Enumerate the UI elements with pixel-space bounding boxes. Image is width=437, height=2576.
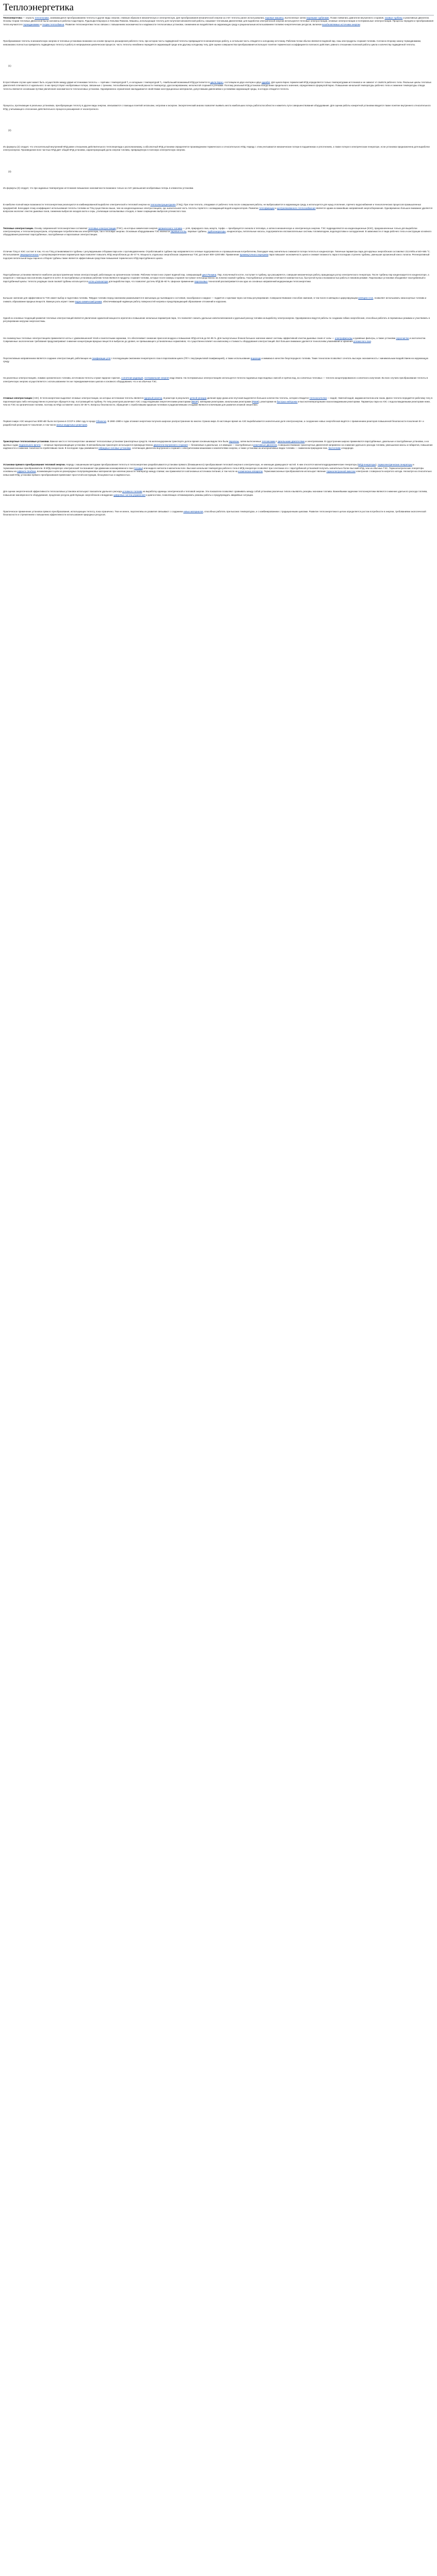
- wiki-link[interactable]: плазмы: [134, 466, 142, 469]
- paragraph-gap: [3, 500, 434, 510]
- wiki-link[interactable]: космических аппаратах: [238, 470, 263, 473]
- paragraph-gap: [3, 193, 434, 203]
- paragraph-text: Практическое применение установок прямого преобразования, использующих теплоту, пока ограничено. Тем не менее, перспективы их развития связывают с созданием: [3, 510, 184, 513]
- paragraph-text: и аммиака в качестве безуглеродного топлива. Такие технологии позволяют сочетать высокую экономичность с минимальным воздействием на окружающую среду.: [3, 357, 428, 363]
- paragraph-text: . В реакторе в результате: [162, 397, 190, 400]
- paragraph-text: Паротурбинные установки являются наиболее распространённым типом электростанций, работающих на органическом топливе. Рабочим телом в них служит водяной пар, совершающий: [3, 273, 202, 276]
- paragraph-gap: [3, 155, 434, 166]
- wiki-link[interactable]: теплотехники: [35, 17, 49, 19]
- article-paragraph: [3, 227, 434, 237]
- article-paragraph: [3, 40, 434, 46]
- wiki-link[interactable]: электрофильтры: [334, 336, 353, 339]
- wiki-link[interactable]: цифровых систем управления: [114, 493, 145, 496]
- paragraph-text: и водороде.: [341, 447, 354, 450]
- paragraph-text: (АЭС). В теплоэнергетике выделяют атомные электростанции, на которых источником теплоты является: [32, 397, 144, 400]
- paragraph-text: Одной из основных тенденций развития тепловых электростанций является увеличение единичной мощности агрегатов и повышение начальных параметров пара, что позволяет снизить удельные капиталовложения и удельный расход топлива на выработку электроэнергии. Одновременно ведутся работы по созданию гибких энергоблоков, способных работать в переменных режимах и участвовать в регулировании нагрузки энергосистемы.: [3, 316, 430, 323]
- paragraph-text: , занимающаяся преобразованием теплоты в другие виды энергии, главным образом в механическую и электрическую. Для преобразования механической энергии за счёт теплоты ранее использовались: [48, 17, 265, 19]
- paragraph-text: пара повышает экономичность цикла и снижает влажность пара в последних ступенях турбины, уменьшая эрозионный износ лопаток. Регенеративный подогрев питательной воды паром из отборов турбины также является эффективным средством повышения термического КПД паротурбинного цикла.: [3, 253, 430, 260]
- paragraph-text: В наиболее полной мере возможности теплоэнергетики реализуются в комбинированной выработке электрической и тепловой энергии на: [3, 203, 151, 206]
- wiki-link[interactable]: возобновляемые источники энергии: [322, 23, 360, 26]
- article-paragraph: [3, 104, 434, 111]
- wiki-link[interactable]: паровые котлы: [170, 230, 187, 233]
- paragraph-text: ), реакторами на: [258, 400, 277, 403]
- wiki-link[interactable]: централизованного теплоснабжения: [277, 206, 316, 209]
- wiki-link[interactable]: углекислого газа: [353, 340, 371, 343]
- paragraph-text: технологий рассматривается как одно из основных направлений модернизации теплоэнергетики.: [207, 280, 312, 283]
- paragraph-text: с: [275, 440, 278, 443]
- paragraph-gap: [3, 29, 434, 40]
- paragraph-text: — бензиновые и дизельные, а в авиации — газотурбинные и: [187, 443, 254, 446]
- paragraph-text: — угля, природного газа, мазута, торфа — преобразуется сначала в тепловую, а затем в механическую и электрическую энергию. ТЭС подразделяются на конденсационные (КЭС), предназначенные только для выработки электроэнергии, и теплоэлектроцентрали, отпускающие потребителям как электрическую, так и тепловую энергию. Основным оборудованием ТЭС являются: [3, 226, 417, 233]
- paragraph-text: — водой, тяжёлой водой, жидким металлом или газом. Далее теплота передаётся рабочему телу в парогенераторах либо непосредственно в реакторе образуется пар, поступающий на турбину. По типу реакторов различают АЭС с водо-водяными энергетическими реакторами (: [3, 397, 433, 403]
- paragraph-gap: [3, 114, 434, 124]
- paragraph-text: ), кипящими реакторами, канальными реакторами (: [198, 400, 253, 403]
- formula-label: (1): [8, 64, 11, 68]
- wiki-link[interactable]: цепной реакции: [189, 397, 207, 400]
- paragraph-text: Большое значение для эффективности ТЭС имеет выбор и подготовка топлива. Твёрдое топливо перед сжиганием размалывается в мельницах до пылевидного состояния, газообразное и жидкое — подаётся к горелкам через системы регулирования. Совершенствование способов сжигания, в том числе в кипящем и циркулирующем: [3, 297, 359, 300]
- paragraph-gap: [3, 217, 434, 227]
- paragraph-text: ),: [376, 463, 378, 466]
- wiki-link[interactable]: быстрых нейтронах: [277, 400, 298, 403]
- paragraph-gap: [3, 50, 434, 60]
- paragraph-text: Для оценки энергетической эффективности теплосиловых установок используют показатели удельного расхода: [3, 490, 123, 493]
- paragraph-gap: [3, 453, 434, 463]
- article-paragraph: [3, 187, 434, 190]
- wiki-link[interactable]: парогазовых: [194, 280, 208, 283]
- paragraph-text: Из формулы (3) следует, что при заданных температурах источников повышение экономичности возможно только за счёт уменьшения необратимых потерь в элементах установки.: [3, 186, 194, 189]
- wiki-link[interactable]: тепловые электростанции: [88, 226, 116, 230]
- paragraph-text: и реактивные двигатели. Основы теории тепловых двигателей были заложены в работах Сади Карно, Рудольфа Клаузиуса и Уильяма Ранкина. Машины, использующие теплоту для получения механической работы, называют тепловыми двигателями; для выработки электрической энергии используются тепловые электростанции, атомные электростанции и геотермальные электростанции. Процессы передачи и преобразования тепла изучаются в: [3, 17, 434, 26]
- wiki-link[interactable]: паровыми турбинами: [306, 17, 329, 19]
- article-paragraph: [3, 337, 434, 344]
- wiki-link[interactable]: котле-утилизаторе: [88, 280, 108, 283]
- paragraph-text: Основу современной теплоэнергетики составляют: [34, 226, 89, 230]
- wiki-link[interactable]: тепловозами: [262, 440, 276, 443]
- paragraph-text: , вытесненные затем: [283, 17, 306, 19]
- wiki-link[interactable]: условного топлива: [122, 490, 142, 493]
- paragraph-text: , возникающем в цепи из разнородных полупроводниковых материалов при наличии разности температур между спаями; они применяются в автономных источниках питания, в том числе на: [36, 470, 238, 473]
- wiki-link[interactable]: водно-химический режим: [75, 300, 102, 303]
- paragraph-gap: [3, 263, 434, 273]
- paragraph-text: Из формулы (2) следует, что относительный внутренний КПД равен отношению действительного теплоперепада к располагаемому, а абсолютный КПД установки определяется произведением термического и относительного КПД. Наряду с этим учитываются механические потери в подшипниках и уплотнениях, а также потери в электрическом генераторе, если установка предназначена для выработки электроэнергии. Произведение всех частных КПД даёт общий КПД установки, характеризующий долю энергии топлива, превращённую в полезную электрическую энергию.: [3, 145, 430, 152]
- formula-label: (3): [8, 170, 11, 173]
- wiki-link[interactable]: МГД-генераторы: [358, 463, 376, 466]
- paragraph-text: и рукавные фильтры, а также установки: [352, 336, 396, 339]
- paragraph-text: и: [274, 206, 277, 209]
- paragraph-text: В простейшем случае цикл может быть осуществлён между двумя источниками теплоты — горячим с температурой T₁ и холодным с температурой T₂. Наибольший возможный КПД достигается в: [3, 81, 211, 84]
- article-paragraph: [3, 357, 434, 364]
- article-paragraph: [3, 420, 434, 427]
- paragraph-text: На различных электростанциях, помимо органического топлива, источником теплоты служат ядерное горючее,: [3, 377, 122, 380]
- wiki-link[interactable]: Обнинске: [96, 420, 106, 423]
- paragraph-text: является одним из важнейших направлений энергосбережения. Одновременно большое внимание уделяется вопросам экологии: очистке дымовых газов, снижению выбросов оксидов азота и серы, утилизации золошлаковых отходов, а также сокращению выбросов углекислого газа.: [3, 206, 433, 213]
- paragraph-text: и высокотемпературными газоохлаждаемыми реакторами. Параметры пара на АЭС с водоохлаждаемыми реакторами ниже, чем на ТЭС на органическом топливе, поэтому их КПД составляет около 33–36 %. Вопросы безопасности, обращения с отработавшим ядерным топливом и радиоактивными отходами являются ключевыми для развития атомной энергетики.: [3, 400, 431, 407]
- paragraph-text: , способных работать при высоких температурах, и с комбинированием с традиционными циклами. Развитие теплоэнергетики в целом определяется ростом потребности в энергии, требованиями экологической безопасности и стремлением к повышению эффективности использования природных ресурсов.: [3, 510, 426, 516]
- paragraph-gap: [3, 240, 434, 250]
- wiki-link[interactable]: водорода: [250, 357, 261, 360]
- paragraph-text: . Пар, полученный в котле, поступает в турбину, где расширяется, совершая механическую работу, вращающую ротор электрического генератора. После турбины пар конденсируется в конденсаторе, а конденсат с помощью насосов вновь подаётся в котёл. В газотурбинных установках рабочим телом являются продукты сгорания топлива, которые после камеры сгорания поступают непосредственно на лопатки газовой турбины. Газотурбинные установки отличаются компактностью, быстротой пуска и возможностью работы в пиковом режиме. Парогазовые установки объединяют газотурбинный и паротурбинный циклы: теплота уходящих газов газовой турбины используется в: [3, 273, 429, 283]
- article-paragraph: [3, 273, 434, 283]
- paragraph-text: , затем вытесненные: [239, 440, 262, 443]
- paragraph-text: с последующим сжиганием генераторного газа в парогазовом цикле (ПГУ с внутрицикловой газификацией), а также использование: [110, 357, 251, 360]
- wiki-link[interactable]: ядерный реактор: [144, 397, 163, 400]
- article-paragraph: [3, 377, 434, 383]
- paragraph-gap: [3, 520, 434, 530]
- wiki-link[interactable]: цикле Карно: [210, 81, 223, 84]
- paragraph-text: ) или жидкого металла в магнитном поле. Высокая начальная температура рабочего тела в МГД-генераторе позволяет при сочетании его с паротурбинной установкой получить значительно более высокий КПД, чем на обычных ТЭС. Термоэлектрические генераторы основаны на: [3, 466, 424, 473]
- paragraph-text: Отличие ТЭЦ от КЭС состоит в том, что на ТЭЦ устанавливаются турбины с регулируемыми отборами пара или с противодавлением. Отработавший в турбине пар направляется в сетевые подогреватели и к промышленным потребителям, благодаря чему значительно снижаются потери теплоты в конденсаторе. Типичные параметры пара для крупных энергоблоков составляют 23,5 МПа и 540–565 °C. Использование: [3, 250, 430, 256]
- wiki-link[interactable]: дизельными двигателями: [278, 440, 305, 443]
- paragraph-text: для выработки пара, что позволяет достичь КПД 55–60 %. Широкое применение: [108, 280, 195, 283]
- wiki-link[interactable]: ВВЭР: [191, 400, 198, 403]
- wiki-link[interactable]: теплофикации: [259, 206, 274, 209]
- wiki-link[interactable]: газовые турбины: [384, 17, 403, 19]
- paragraph-text: .: [87, 423, 88, 426]
- paragraph-text: ,: [143, 377, 144, 380]
- paragraph-gap: [3, 94, 434, 104]
- paragraph-text: — отрасль: [22, 17, 35, 19]
- paragraph-lead: Транспортные теплосиловые установки.: [3, 440, 50, 443]
- paragraph-text: . Позже появились двигатели внутреннего сгорания,: [329, 17, 385, 19]
- paragraph-text: . В 1960–1980-х годах атомная энергетика получила широкое распространение во многих странах мира. В настоящее время на АЭС вырабатывается значительная доля электроэнергии, а сооружение новых энергоблоков ведётся с применением реакторов повышенной безопасности поколения III+ и разработкой реакторов IV поколения, в том числе: [3, 420, 424, 426]
- paragraph-text: .: [360, 23, 361, 26]
- paragraph-text: . Развитие теплоэнергетики тесно связано с повышением экономичности и надёжности теплосиловых установок, снижением их воздействия на окружающую среду и рациональным использованием топливно-энергетических ресурсов, включая: [64, 23, 322, 26]
- article-paragraph: [3, 17, 434, 26]
- wiki-link[interactable]: теплоэлектроцентралях: [150, 203, 176, 206]
- paragraph-text: и диагностики, позволяющих оптимизировать режимы работы и предупреждать аварийные ситуации.: [145, 493, 254, 496]
- paragraph-text: , обеспечивающий надёжную работу поверхностей нагрева и предотвращающий образование отложений и коррозию.: [102, 300, 227, 303]
- wiki-link[interactable]: газификации угля: [92, 357, 111, 360]
- paragraph-lead: Теплоэнергетика: [3, 17, 22, 19]
- article-content: [3, 17, 434, 530]
- article-paragraph: [3, 397, 434, 407]
- paragraph-text: , состоящем из двух изотерм и двух: [223, 81, 262, 84]
- paragraph-text: , паровые турбины,: [186, 230, 208, 233]
- paragraph-text: , сочетающие двигатели внутреннего сгорания с электрическими машинами и накопителями энергии, а также установки на альтернативных видах топлива — сжиженном природном газе,: [131, 447, 329, 450]
- wiki-link[interactable]: гибридные силовые установки: [98, 447, 131, 450]
- article-paragraph: [3, 440, 434, 450]
- paragraph-text: и электровозами. В судостроении широко применяются паротурбинные, дизельные и газотурбинные установки, а на крупных судах: [3, 440, 429, 446]
- wiki-link[interactable]: малых модульных реакторов: [56, 423, 87, 426]
- wiki-link[interactable]: биотопливе: [328, 447, 341, 450]
- wiki-link[interactable]: реактивные двигатели: [253, 443, 277, 446]
- paragraph-text: (ТЭС), на которых химическая энергия: [116, 226, 158, 230]
- wiki-link[interactable]: термоэлектрические генераторы: [378, 463, 412, 466]
- paragraph-lead: Установки прямого преобразования тепловой энергии.: [3, 463, 66, 466]
- paragraph-gap: [3, 327, 434, 337]
- paragraph-gap: [3, 410, 434, 420]
- wiki-link[interactable]: РБМК: [252, 400, 259, 403]
- wiki-link[interactable]: адиабат: [262, 81, 270, 84]
- paragraph-text: . Для цикла Карно термический КПД определяется только температурами источников и не зависит от свойств рабочего тела. Реальные циклы тепловых двигателей отличаются от идеального: в них присутствуют необратимые потери, связанные с трением, теплообменом при конечной разности температур, дросселированием, неполнотой сгорания и утечками. Поэтому реальный КПД установок всегда ниже предельного значения, определяемого формулой Карно. Повышение начальной температуры рабочего тела и снижение температуры отвода теплоты являются основными путями увеличения экономичности теплосиловых установок. Одновременно ограничения накладываются свойствами конструкционных материалов, допустимыми давлениями и условиями окружающей среды, в которую отводится теплота.: [3, 81, 431, 90]
- paragraph-text: Важное место в теплоэнергетике занимают теплосиловые установки транспортных средств. На железнодорожном транспорте долгое время основным видом тяги были: [49, 440, 229, 443]
- article-paragraph: [3, 145, 434, 152]
- wiki-link[interactable]: эффекте Зеебека: [17, 470, 36, 473]
- paragraph-gap: [3, 430, 434, 440]
- page-title: Теплоэнергетика: [3, 2, 434, 15]
- paragraph-text: и: [39, 23, 42, 26]
- paragraph-text: на выработку единицы электрической и тепловой энергии. Эти показатели позволяют сравнивать между собой установки различных типов и выявлять резервы экономии топлива. Важнейшими задачами теплоэнергетики являются снижение удельного расхода топлива, повышение маневренности оборудования, продление ресурса действующих энергоблоков и внедрение: [3, 490, 428, 496]
- paragraph-text: Перспективным направлением является создание электростанций, работающих на: [3, 357, 92, 360]
- article-paragraph: [3, 250, 434, 260]
- paragraph-text: , позволяет использовать низкосортные топлива и снижать образование вредных веществ. Важную роль играет также: [3, 297, 427, 303]
- paragraph-text: недр Земли. На геотермальных электростанциях используется теплота подземных паро-водяных смесей и горячих вод, на солнечных тепловых — теплота концентрированного солнечного излучения. Во всех случаях преобразование теплоты в электрическую энергию осуществляется с использованием тех же термодинамических циклов и основного оборудования, что и на обычных ТЭС.: [3, 377, 428, 383]
- paragraph-text: Процессы, протекающие в реальных установках, преобразующих теплоту в другие виды энергии, описываются с помощью понятий энтальпии, энтропии и эксергии. Эксергетический анализ позволяет выявить места наибольших потерь работоспособности и наметить пути совершенствования оборудования. Для оценки работы конкретной установки вводится также понятие внутреннего относительного КПД, учитывающего отклонение действительного процесса расширения от изоэнтропного.: [3, 104, 431, 110]
- article-paragraph: [3, 297, 434, 303]
- article-paragraph: [3, 510, 434, 517]
- article-paragraph: [3, 81, 434, 91]
- paragraph-text: электронов с поверхности нагретого катода. Несмотря на относительно невысокий КПД, установки прямого преобразования привлекают простотой конструкции, бесшумностью и надёжностью.: [3, 470, 432, 476]
- wiki-link[interactable]: ледокольного флота: [19, 443, 41, 446]
- wiki-link[interactable]: термодинамике: [23, 23, 40, 26]
- paragraph-text: . Совершенствование транспортных двигателей направлено на снижение удельного расхода топлива, уменьшение массы и габаритов, повышение надёжности и снижение токсичности отработавших газов. В последние годы развиваются: [3, 443, 433, 450]
- paragraph-text: и азотоочистки. Современные экологические требования предусматривают снижение концентрации вредных веществ в выбросах до уровня, не превышающего установленных нормативов, что существенно влияет на компоновку и стоимость оборудования электростанций. Всё большее внимание уделяется технологиям улавливания и хранения: [3, 336, 426, 343]
- article-paragraph: [3, 463, 434, 477]
- wiki-link[interactable]: кипящем слое: [358, 297, 374, 300]
- paragraph-text: деления ядер урана или плутония выделяется большое количество теплоты, которая отводится: [206, 397, 310, 400]
- wiki-link[interactable]: органического топлива: [158, 226, 182, 230]
- paragraph-text: . Термоэмиссионные преобразователи используют явление: [263, 470, 327, 473]
- paragraph-lead: Тепловые электростанции.: [3, 226, 34, 230]
- wiki-link[interactable]: паровозы: [229, 440, 239, 443]
- paragraph-text: На газомазутных тепловых электростанциях применяются котлы с уравновешенной тягой и газоплотными экранами, что обеспечивает снижение присосов воздуха и повышение КПД котлов до 94–95 %. Для пылеугольных блоков большое значение имеют системы эффективной очистки дымовых газов от золы —: [3, 336, 335, 339]
- paragraph-text: Первая в мире АЭС мощностью 5000 кВт была построена в СССР в 1954 году в городе: [3, 420, 96, 423]
- wiki-link[interactable]: солнечная радиация: [121, 377, 143, 380]
- paragraph-gap: [3, 306, 434, 317]
- wiki-link[interactable]: теории теплообмена: [42, 23, 64, 26]
- article-paragraph: [3, 317, 434, 323]
- paragraph-text: (ТЭЦ). При этом теплота, отводимая от рабочего тела после совершения работы, не выбрасывается в окружающую среду, а используется для нужд отопления, горячего водоснабжения и технологических процессов промышленных предприятий. Благодаря этому коэффициент использования теплоты топлива на ТЭЦ существенно выше, чем на конденсационных электростанциях, где значительная часть теплоты теряется с охлаждающей водой конденсаторов. Развитие: [3, 203, 422, 209]
- wiki-link[interactable]: цикл Ренкина: [202, 273, 217, 276]
- article-paragraph: [3, 203, 434, 213]
- paragraph-text: .: [370, 340, 372, 343]
- paragraph-text: Наряду с машинными методами преобразования теплоты в теплоэнергетике разрабатываются установки прямого (безмашинного) преобразования тепловой энергии в электрическую, не имеющие движущихся частей. К ним относятся магнитогидродинамические генераторы (: [65, 463, 359, 466]
- wiki-link[interactable]: сероочистки: [396, 336, 409, 339]
- paragraph-text: Преобразование теплоты в механическую энергию в тепловых установках возможно на основе процесса расширения рабочего тела, при котором часть подведённой теплоты превращается в механическую работу, а остальная часть отводится к холодному источнику. Рабочим телом обычно являются водяной пар, газы или продукты сгорания топлива. Согласно второму закону термодинамики, невозможно полностью превратить подведённую теплоту в работу в непрерывном циклическом процессе; часть теплоты неизбежно передаётся окружающей среде или другому холодному телу. Для оценки совершенства преобразования используют понятие термического коэффициента полезного действия, равного отношению полезной работы цикла к количеству подведённой теплоты.: [3, 40, 422, 46]
- wiki-link[interactable]: теплоносителем: [309, 397, 327, 400]
- wiki-link[interactable]: паровые машины: [265, 17, 284, 19]
- paragraph-text: и термоэмиссионные преобразователи. В МГД-генераторе электрический ток возникает при движении ионизированного газа (: [3, 463, 414, 469]
- wiki-link[interactable]: геотермальная энергия: [144, 377, 169, 380]
- article: [0, 0, 437, 530]
- formula-label: (2): [8, 129, 11, 132]
- wiki-link[interactable]: термоэлектронной эмиссии: [326, 470, 355, 473]
- wiki-link[interactable]: новых материалов: [183, 510, 203, 513]
- wiki-link[interactable]: сверхкритических: [20, 253, 39, 256]
- paragraph-gap: [3, 480, 434, 490]
- paragraph-text: , конденсаторы, питательные насосы, подогреватели и вспомогательные системы топливоподачи, водоподготовки и золоудаления. В зависимости от вида рабочего тела и конструкции основного оборудования различают паротурбинные, газотурбинные и парогазовые электростанции.: [3, 230, 432, 236]
- paragraph-lead: Атомные электростанции: [3, 397, 33, 400]
- article-paragraph: [3, 490, 434, 497]
- wiki-link[interactable]: двигатели внутреннего сгорания: [153, 443, 188, 446]
- paragraph-gap: [3, 347, 434, 357]
- wiki-link[interactable]: промежуточного перегрева: [239, 253, 269, 256]
- paragraph-text: и суперсверхкритических параметров пара позволяет повысить КПД энергоблоков до 45–47 %. Мощность отдельных энергоблоков современных ТЭС достигает 800–1200 МВт. Применение: [38, 253, 240, 256]
- paragraph-text: — атомные паропроизводящие установки. В автомобильном транспорте используются преимущественно: [40, 443, 154, 446]
- wiki-link[interactable]: турбогенераторы: [207, 230, 226, 233]
